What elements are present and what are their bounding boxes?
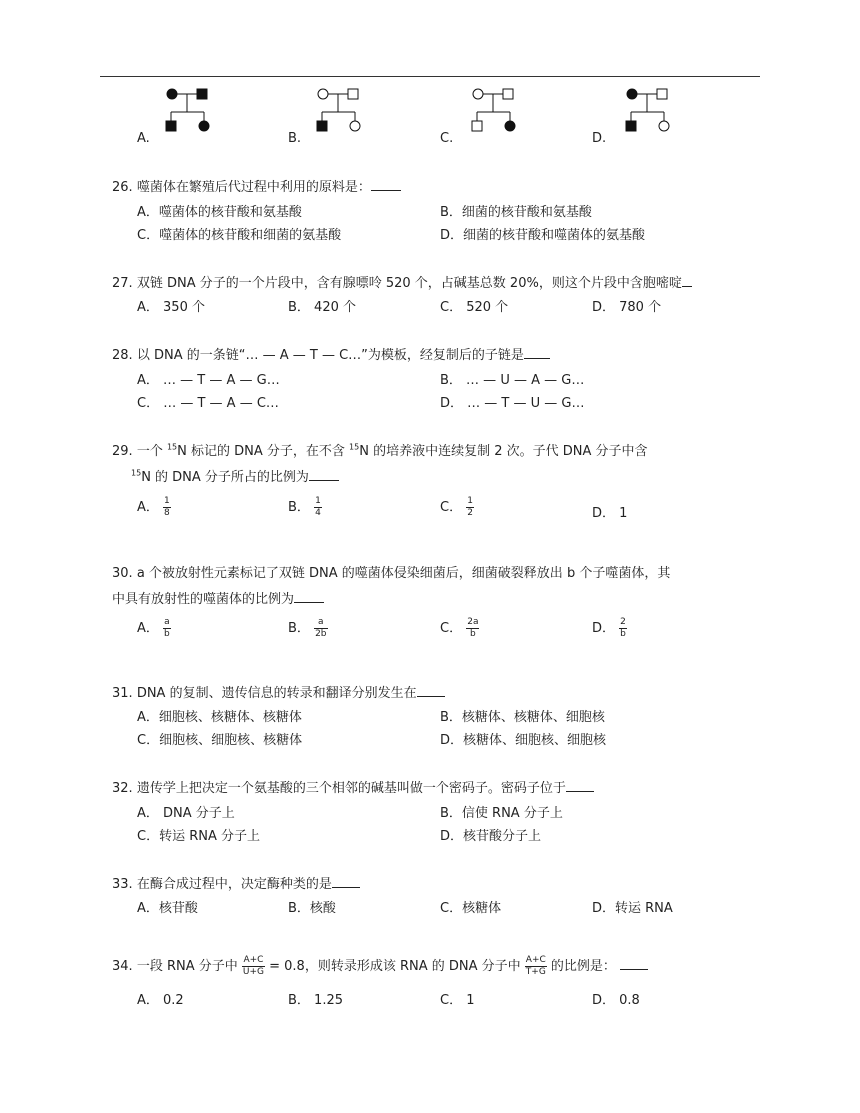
q32-option-a: A． DNA 分子上 — [137, 806, 235, 821]
q30-stem-line2: 中具有放射性的噬菌体的比例为 — [112, 588, 324, 607]
fraction: $\frac{1}{4}$ — [315, 496, 321, 518]
answer-blank — [332, 887, 360, 888]
q32-stem: 32. 遗传学上把决定一个氨基酸的三个相邻的碱基叫做一个密码子。密码子位于 — [112, 777, 594, 796]
q28-option-d: D． … — T — U — G… — [440, 396, 585, 411]
q26-option-d: D．细菌的核苷酸和噬菌体的氨基酸 — [440, 228, 646, 243]
q34-option-c: C． 1 — [440, 993, 475, 1008]
q29-stem-line2: $^{15}$N 的 DNA 分子所占的比例为 — [131, 466, 339, 485]
fraction: $\frac{2}{b}$ — [620, 617, 626, 639]
q31-option-a: A．细胞核、核糖体、核糖体 — [137, 710, 302, 725]
fraction: $\frac{a}{b}$ — [164, 617, 170, 639]
q29-stem-line1: 29. 一个 $^{15}$N 标记的 DNA 分子，在不含 $^{15}$N 的培养液中连续复制 2 次。子代 DNA 分子中含 — [112, 442, 648, 459]
q32-option-d: D．核苷酸分子上 — [440, 829, 542, 844]
q34-option-d: D． 0.8 — [592, 993, 640, 1008]
answer-blank — [620, 969, 648, 970]
q28-stem: 28. 以 DNA 的一条链“… — A — T — C…”为模板，经复制后的子链是 — [112, 344, 550, 363]
q27-option-a: A． 350 个 — [137, 300, 205, 315]
q28-option-b: B． … — U — A — G… — [440, 373, 585, 388]
q29-option-a: A． $\frac{1}{8}$ — [137, 496, 170, 518]
q26-option-b: B．细菌的核苷酸和氨基酸 — [440, 205, 592, 220]
q32-option-b: B．信使 RNA 分子上 — [440, 806, 563, 821]
q33-option-a: A．核苷酸 — [137, 901, 198, 916]
q30-option-a: A． $\frac{a}{b}$ — [137, 617, 170, 639]
q29-option-b: B． $\frac{1}{4}$ — [288, 496, 321, 518]
answer-blank — [524, 358, 550, 359]
q28-option-a: A． … — T — A — G… — [137, 373, 280, 388]
header-rule — [100, 76, 760, 77]
q29-option-d: D． 1 — [592, 506, 628, 521]
answer-blank — [682, 286, 692, 287]
fraction: $\frac{2a}{b}$ — [467, 617, 479, 639]
q30-stem-line1: 30. a 个被放射性元素标记了双链 DNA 的噬菌体侵染细菌后，细菌破裂释放出 b 个子噬菌体，其 — [112, 566, 671, 581]
q34-option-a: A． 0.2 — [137, 993, 184, 1008]
fraction: $\frac{A+C}{T+G}$ — [525, 955, 546, 977]
fraction: $\frac{A+C}{U+G}$ — [242, 955, 264, 977]
answer-blank — [566, 791, 594, 792]
q27-stem: 27. 双链 DNA 分子的一个片段中，含有腺嘌呤 520 个，占碱基总数 20%，则这个片段中含胞嘧啶 — [112, 272, 762, 291]
q26-option-a: A．噬菌体的核苷酸和氨基酸 — [137, 205, 302, 220]
q26-stem: 26. 噬菌体在繁殖后代过程中利用的原料是： — [112, 176, 401, 195]
q33-stem: 33. 在酶合成过程中，决定酶种类的是 — [112, 873, 360, 892]
pedigree-c-icon — [466, 84, 526, 138]
q27-option-c: C． 520 个 — [440, 300, 509, 315]
q30-option-c: C． $\frac{2a}{b}$ — [440, 617, 479, 639]
q34-stem: 34. 一段 RNA 分子中 $\frac{A+C}{U+G}$ = 0.8，则转录形成该 RNA 的 DNA 分子中 $\frac{A+C}{T+G}$ 的比例是： — [112, 955, 648, 978]
fraction: $\frac{1}{8}$ — [164, 496, 170, 518]
q34-option-b: B． 1.25 — [288, 993, 343, 1008]
q28-option-c: C． … — T — A — C… — [137, 396, 279, 411]
answer-blank — [371, 190, 401, 191]
answer-blank — [294, 602, 324, 603]
q31-option-b: B．核糖体、核糖体、细胞核 — [440, 710, 605, 725]
pedigree-b-icon — [311, 84, 371, 138]
answer-blank — [417, 696, 445, 697]
q32-option-c: C．转运 RNA 分子上 — [137, 829, 260, 844]
q29-option-c: C． $\frac{1}{2}$ — [440, 496, 473, 518]
fraction: $\frac{1}{2}$ — [467, 496, 473, 518]
q25-option-c: C. — [440, 131, 454, 146]
q26-option-c: C．噬菌体的核苷酸和细菌的氨基酸 — [137, 228, 342, 243]
q31-option-d: D．核糖体、细胞核、细胞核 — [440, 733, 607, 748]
q25-option-b: B. — [288, 131, 302, 146]
q33-option-b: B．核酸 — [288, 901, 336, 916]
q27-option-b: B． 420 个 — [288, 300, 356, 315]
q25-option-d: D. — [592, 131, 607, 146]
q30-option-b: B． $\frac{a}{2b}$ — [288, 617, 327, 639]
pedigree-a-icon — [160, 84, 220, 138]
q31-option-c: C．细胞核、细胞核、核糖体 — [137, 733, 303, 748]
q33-option-d: D．转运 RNA — [592, 901, 673, 916]
pedigree-d-icon — [620, 84, 680, 138]
q25-option-a: A. — [137, 131, 150, 146]
q31-stem: 31. DNA 的复制、遗传信息的转录和翻译分别发生在 — [112, 682, 445, 701]
q33-option-c: C．核糖体 — [440, 901, 502, 916]
fraction: $\frac{a}{2b}$ — [315, 617, 327, 639]
q30-option-d: D． $\frac{2}{b}$ — [592, 617, 626, 639]
answer-blank — [309, 480, 339, 481]
q27-option-d: D． 780 个 — [592, 300, 662, 315]
